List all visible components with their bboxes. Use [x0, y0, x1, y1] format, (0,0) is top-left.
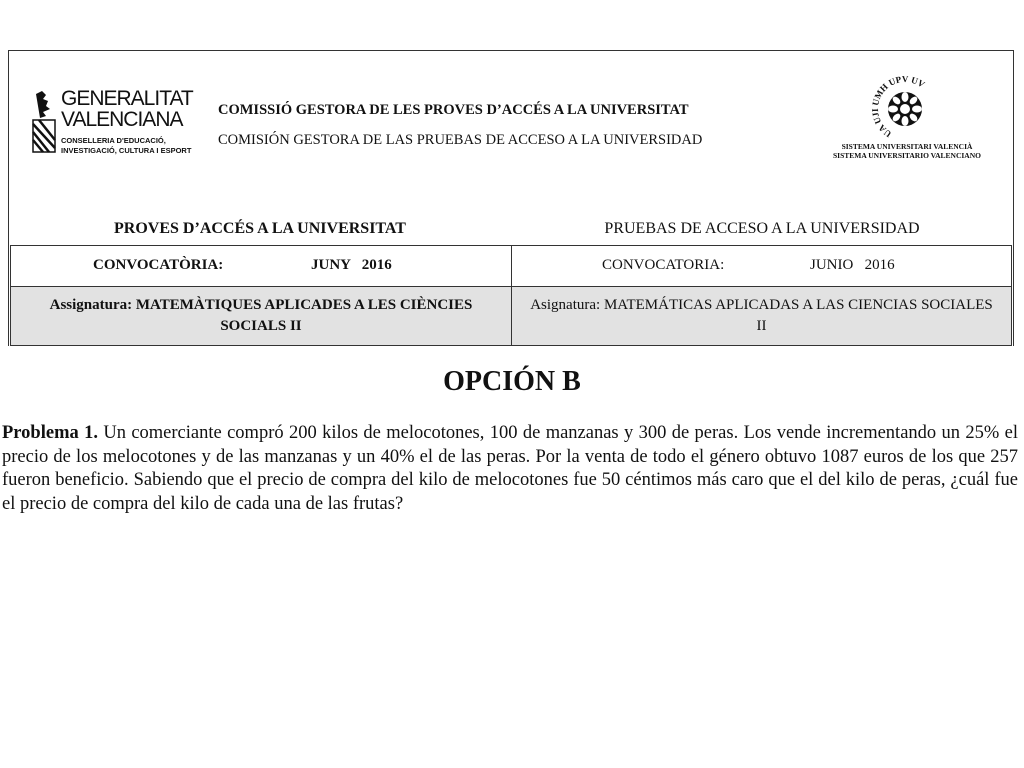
convocatoria-value-es: JUNIO 2016: [810, 257, 895, 273]
exam-title-ca: PROVES D’ACCÉS A LA UNIVERSITAT: [114, 220, 406, 237]
conselleria-line-2: INVESTIGACIÓ, CULTURA I ESPORT: [61, 146, 192, 155]
convocatoria-label-ca: CONVOCATÒRIA:: [93, 257, 224, 273]
subject-label-es: Asignatura:: [530, 297, 601, 313]
valenciana-word: VALENCIANA: [61, 108, 183, 131]
conselleria-line-1: CONSELLERIA D'EDUCACIÓ,: [61, 136, 166, 145]
subject-ca: MATEMÀTIQUES APLICADES A LES CIÈNCIES SOCIALS II: [135, 297, 473, 334]
commission-title-ca: COMISSIÓ GESTORA DE LES PROVES D’ACCÉS A LA UNIVERSITAT: [218, 102, 689, 118]
exam-title-es: PRUEBAS DE ACCESO A LA UNIVERSIDAD: [604, 220, 920, 237]
convocatoria-value-ca: JUNY 2016: [311, 257, 392, 273]
university-system-es: SISTEMA UNIVERSITARIO VALENCIANO: [833, 151, 981, 160]
convocatoria-es-cell: [512, 246, 1012, 287]
convocatoria-ca-cell: [11, 246, 512, 287]
commission-title-es: COMISIÓN GESTORA DE LAS PRUEBAS DE ACCESO A LA UNIVERSIDAD: [218, 132, 703, 148]
university-ring-text: UA UJI UMH UPV UV: [870, 73, 927, 140]
subject-label-ca: Assignatura:: [49, 297, 133, 313]
subject-es-cell: [512, 287, 1012, 346]
problem-label: Problema 1.: [2, 423, 98, 443]
university-system-logo-icon: [860, 70, 950, 142]
conselleria-text: [61, 136, 191, 156]
subject-es: MATEMÁTICAS APLICADAS A LAS CIENCIAS SOCIALES II: [603, 297, 993, 334]
problem-text: Un comerciante compró 200 kilos de melocotones, 100 de manzanas y 300 de peras. Los vende incrementando un 25% el precio de los melocotones y de las manzanas y un 40% el de las peras. Por la venta de todo el género obtuvo 1087 euros de los que 257 fueron beneficio. Sabiendo que el precio de compra del kilo de melocotones fue 50 céntimos más caro que el del kilo de peras, ¿cuál fue el precio de compra del kilo de cada una de las frutas?: [2, 423, 1019, 514]
subject-row: [11, 287, 1012, 346]
generalitat-word: GENERALITAT: [61, 87, 193, 110]
option-title: OPCIÓN B: [443, 366, 581, 397]
convocatoria-row: [11, 246, 1012, 287]
generalitat-logo: [30, 87, 193, 172]
convocatoria-label-es: CONVOCATORIA:: [602, 257, 725, 273]
subject-ca-cell: [11, 287, 512, 346]
generalitat-emblem-icon: [30, 90, 58, 154]
exam-info-table: [10, 245, 1012, 346]
university-system-ca: SISTEMA UNIVERSITARI VALENCIÀ: [841, 142, 973, 151]
problem-1: [2, 422, 1018, 516]
